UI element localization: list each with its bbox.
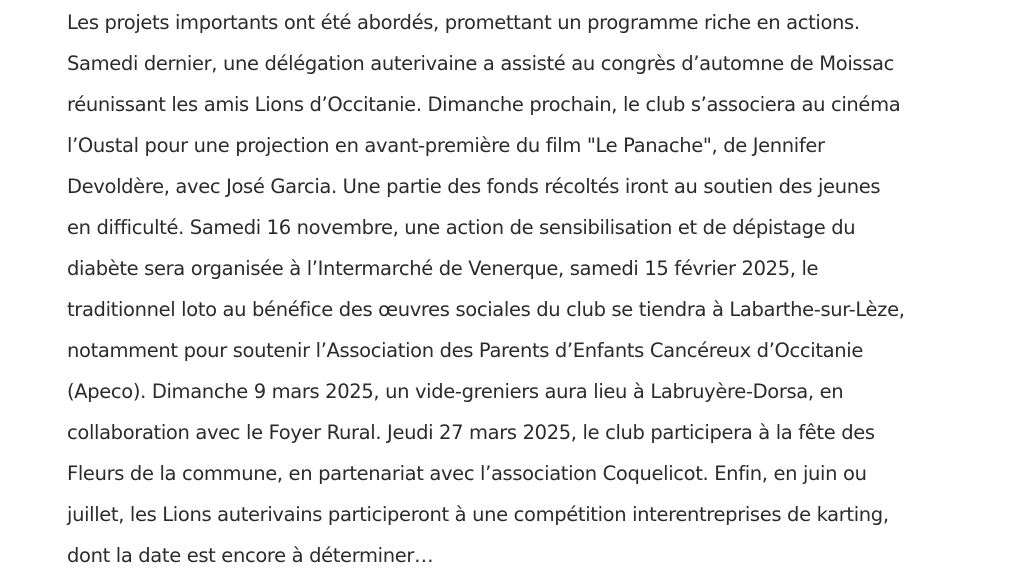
- article-line: dont la date est encore à déterminer…: [67, 544, 434, 567]
- article-line: collaboration avec le Foyer Rural. Jeudi 27 mars 2025, le club participera à la fête des: [67, 421, 875, 444]
- article-line: réunissant les amis Lions d’Occitanie. Dimanche prochain, le club s’associera au cinéma: [67, 93, 901, 116]
- article-line: Fleurs de la commune, en partenariat avec l’association Coquelicot. Enfin, en juin ou: [67, 462, 867, 485]
- article-line: diabète sera organisée à l’Intermarché de Venerque, samedi 15 février 2025, le: [67, 257, 819, 280]
- article-line: (Apeco). Dimanche 9 mars 2025, un vide-greniers aura lieu à Labruyère-Dorsa, en: [67, 380, 844, 403]
- article-line: notamment pour soutenir l’Association des Parents d’Enfants Cancéreux d’Occitanie: [67, 339, 863, 362]
- article-line: traditionnel loto au bénéfice des œuvres sociales du club se tiendra à Labarthe-sur-Lèze,: [67, 298, 905, 321]
- article-line: Samedi dernier, une délégation auterivaine a assisté au congrès d’automne de Moissac: [67, 52, 895, 75]
- article-line: Les projets importants ont été abordés, promettant un programme riche en actions.: [67, 11, 860, 34]
- article-line: Devoldère, avec José Garcia. Une partie des fonds récoltés iront au soutien des jeunes: [67, 175, 881, 198]
- article-line: en difficulté. Samedi 16 novembre, une action de sensibilisation et de dépistage du: [67, 216, 856, 239]
- article-line: juillet, les Lions auterivains participeront à une compétition interentreprises de karting,: [67, 503, 889, 526]
- article-line: l’Oustal pour une projection en avant-première du film "Le Panache", de Jennifer: [67, 134, 825, 157]
